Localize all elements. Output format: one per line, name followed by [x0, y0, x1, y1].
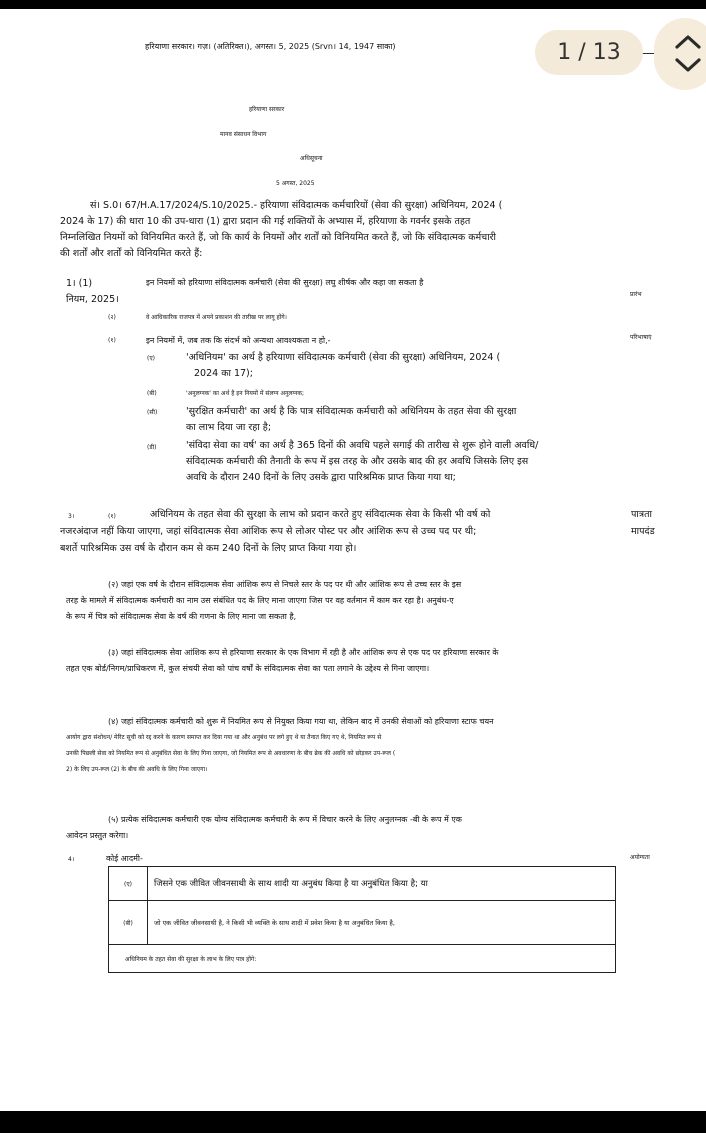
table-cell-label: (बी)	[109, 901, 148, 945]
intro-line: निम्नलिखित नियमों को विनियमित करते हैं, जो कि कार्य के नियमों और शर्तों को विनियमित करते हैं, जो कि संविदात्मक कर्मचारी	[60, 232, 497, 243]
rule-4-text: कोई आदमी-	[106, 854, 143, 863]
margin-note-eligibility: पात्रता	[631, 509, 652, 520]
rule-1-text: इन नियमों को हरियाणा संविदात्मक कर्मचारी (सेवा की सुरक्षा) लघु शीर्षक और कहा जा सकता है	[146, 278, 424, 287]
notification-title: अधिसूचना	[300, 155, 323, 162]
table-cell-label: (ए)	[109, 867, 148, 901]
definition-c-line: का लाभ दिया जा रहा है;	[186, 422, 272, 433]
disqualification-table	[108, 866, 616, 973]
margin-note-disqualification: अयोग्यता	[630, 854, 650, 861]
table-row	[109, 867, 616, 901]
table-cell-text: जिसने एक जीवित जीवनसाथी के साथ शादी या अनुबंध किया है या अनुबंधित किया है; या	[148, 867, 616, 901]
definition-a-line: 'अधिनियम' का अर्थ है हरियाणा संविदात्मक कर्मचारी (सेवा की सुरक्षा) अधिनियम, 2024 (	[186, 352, 501, 363]
definition-d-label: (डी)	[147, 444, 157, 451]
subrule-2-line: (२) जहां एक वर्ष के दौरान संविदात्मक सेवा आंशिक रूप से निचले स्तर के पद पर थी और आंशिक रूप से उच्च स्तर के इस	[108, 580, 462, 589]
rule-3-line: बशर्ते पारिश्रमिक उस वर्ष के दौरान कम से कम 240 दिनों के लिए प्राप्त किया गया हो।	[60, 543, 357, 554]
page-indicator	[535, 30, 643, 75]
rule-1-2-number: (२)	[108, 314, 116, 321]
definition-a-label: (ए)	[147, 355, 155, 362]
table-row	[109, 901, 616, 945]
rule-1-2-text: वे आधिकारिक राजपत्र में अपने प्रकाशन की तारीख पर लागू होंगे।	[146, 314, 287, 321]
subrule-5-line: (५) प्रत्येक संविदात्मक कर्मचारी एक योग्य संविदात्मक कर्मचारी के रूप में विचार करने के लिए अनुलग्नक -बी के रूप में एक	[108, 815, 462, 824]
rule-1-year: नियम, 2025।	[66, 294, 119, 305]
rule-2-number: (१)	[108, 337, 116, 344]
intro-line: 2024 के 17) की धारा 10 की उप-धारा (1) द्वारा प्रदान की गई शक्तियों के अभ्यास में, हरियाणा के गवर्नर इसके तहत	[60, 216, 471, 227]
intro-line: की शर्तों और शर्तों को विनियमित करते हैं:	[60, 248, 203, 259]
rule-1-number: 1। (1)	[66, 278, 93, 289]
subrule-4-line: आयोग द्वारा संशोधन/ मेरिट सूची को रद्द करने के कारण समाप्त कर दिया गया था और अनुबंध पर लगे हुए थे या तैनात किए गए थे, नियमित रूप से	[66, 734, 382, 741]
definition-b-text: 'अनुलग्नक' का अर्थ है इन नियमों में संलग्न अनुलग्नक;	[186, 390, 305, 397]
subrule-4-line: 2) के लिए उप-रूल (2) के बीच की अवधि के लिए गिना जाएगा।	[66, 766, 208, 773]
rule-3-line: नजरअंदाज नहीं किया जाएगा, जहां संविदात्मक सेवा आंशिक रूप से लोअर पोस्ट पर और आंशिक रूप से उच्च पद पर थी;	[60, 526, 477, 537]
scrollbar-track	[641, 53, 655, 54]
subrule-2-line: के रूप में चित्र को संविदात्मक सेवा के वर्ष की गणना के लिए माना जा सकता है,	[66, 612, 297, 621]
margin-note-eligibility: मापदंड	[631, 526, 655, 537]
margin-note-definitions: परिभाषाएं	[630, 334, 652, 341]
definition-d-line: 'संविदा सेवा का वर्ष' का अर्थ है 365 दिनों की अवधि पहले सगाई की तारीख से शुरू होने वाली अवधि/	[186, 440, 539, 451]
margin-note-commencement: प्रारंभ	[630, 291, 642, 298]
rule-2-text: इन नियमों में, जब तक कि संदर्भ को अन्यथा आवश्यकता न हो,-	[146, 336, 331, 345]
definition-b-label: (बी)	[147, 390, 157, 397]
rule-3-sub: (१)	[108, 513, 116, 520]
table-footer-cell: अधिनियम के तहत सेवा की सुरक्षा के लाभ के लिए पात्र होंगे:	[109, 945, 616, 973]
table-cell-text: जो एक जीवित जीवनसाथी है, ने किसी भी व्यक्ति के साथ शादी में प्रवेश किया है या अनुबंधित किया है,	[148, 901, 616, 945]
definition-c-label: (सी)	[147, 409, 158, 416]
notification-date: 5 अगस्त, 2025	[276, 180, 315, 187]
definition-a-line: 2024 का 17);	[194, 368, 253, 379]
intro-line: सं। S.0। 67/H.A.17/2024/S.10/2025.- हरियाणा संविदात्मक कर्मचारियों (सेवा की सुरक्षा) अधिनियम, 2024 (	[90, 200, 503, 211]
subrule-5-line: आवेदन प्रस्तुत करेगा।	[66, 831, 129, 840]
chevron-up-down-icon	[654, 18, 706, 90]
subrule-4-line: (४) जहां संविदात्मक कर्मचारी को शुरू में नियमित रूप से नियुक्त किया गया था, लेकिन बाद में उनकी सेवाओं को हरियाणा स्टाफ चयन	[108, 717, 494, 726]
rule-4-number: 4।	[68, 856, 75, 863]
definition-c-line: 'सुरक्षित कर्मचारी' का अर्थ है कि पात्र संविदात्मक कर्मचारी को अधिनियम के तहत सेवा की सुरक्षा	[186, 406, 517, 417]
navigation-bar	[0, 1111, 706, 1133]
subrule-3-line: तहत एक बोर्ड/निगम/प्राधिकरण में, कुल संचयी सेवा को पांच वर्षों के संविदात्मक सेवा का पता लगाने के उद्देश्य से गिना जाएगा।	[66, 664, 430, 673]
subrule-3-line: (३) जहां संविदात्मक सेवा आंशिक रूप से हरियाणा सरकार के एक विभाग में रही है और आंशिक रूप से एक पद पर हरियाणा सरकार के	[108, 648, 499, 657]
rule-3-number: 3।	[68, 513, 75, 520]
subrule-4-line: उनकी पिछली सेवा को नियमित रूप से अनुबंधित सेवा के लिए गिना जाएगा, जो नियमित रूप से अवधारणा के बीच ब्रेक की अवधि को छोड़कर उप-रूल (	[66, 750, 396, 757]
department: मानव संसाधन विभाग	[220, 131, 267, 138]
status-bar	[0, 0, 706, 9]
page-navigation-button[interactable]	[654, 18, 706, 90]
definition-d-line: अवधि के दौरान 240 दिनों के लिए उसके द्वारा पारिश्रमिक प्राप्त किया गया था;	[186, 472, 456, 483]
definition-d-line: संविदात्मक कर्मचारी की तैनाती के रूप में इस तरह के और उसके बाद की हर अवधि जिसके लिए इस	[186, 456, 529, 467]
gazette-header: हरियाणा सरकार। गज़। (अतिरिक्त।), अगस्त। 5, 2025 (Srvn। 14, 1947 साका)	[145, 42, 396, 51]
page-indicator-text: 1 / 13	[557, 40, 621, 65]
rule-3-line: अधिनियम के तहत सेवा की सुरक्षा के लाभ को प्रदान करते हुए संविदात्मक सेवा के किसी भी वर्ष को	[150, 509, 491, 520]
table-row	[109, 945, 616, 973]
subrule-2-line: तरह के मामले में संविदात्मक कर्मचारी का नाम उस संबंधित पद के लिए माना जाएगा जिस पर वह वर्तमान में काम कर रहा है। अनुबंध-ए	[66, 596, 454, 605]
govt-title: हरियाणा सरकार	[249, 106, 285, 113]
